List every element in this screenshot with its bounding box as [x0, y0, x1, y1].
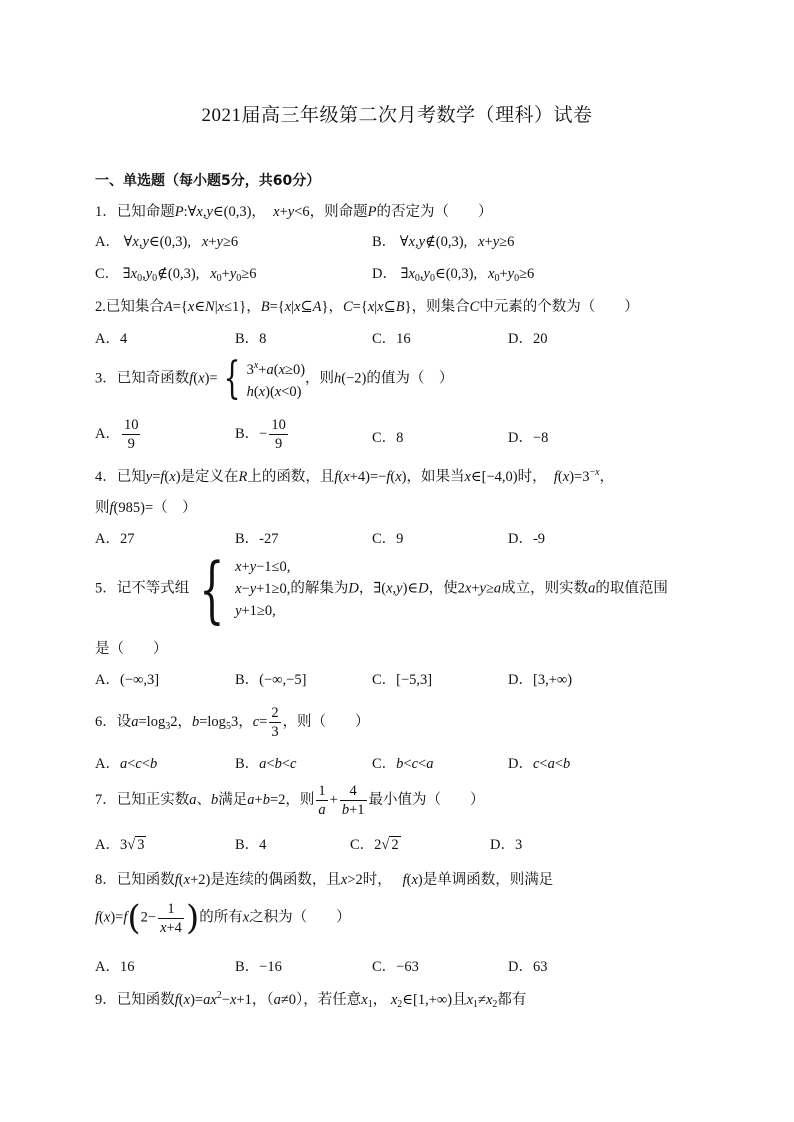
- q6-option-a: A．a<c<b: [95, 756, 158, 772]
- q5-option-a: A．(−∞,3]: [95, 672, 160, 688]
- q1-option-a: A． ∀x,y∈(0,3), x+y≥6: [95, 234, 239, 250]
- question-8: 8．已知函数f(x+2)是连续的偶函数，且x>2时， f(x)是单调函数，则满足: [95, 872, 554, 888]
- question-8-line2: f(x)=f(2− $\frac{1}{x+4}$ )的所有x之积为（ ）: [95, 898, 351, 938]
- q8-option-d: D．63: [508, 959, 548, 975]
- q3-option-c: C．8: [372, 430, 404, 446]
- q8-option-c: C．−63: [372, 959, 419, 975]
- q2-option-c: C．16: [372, 331, 411, 347]
- q6-option-d: D．c<a<b: [508, 756, 571, 772]
- q6-option-c: C．b<c<a: [372, 756, 434, 772]
- q4-option-d: D．-9: [508, 531, 546, 547]
- question-4: 4．已知y=f(x)是定义在R上的函数，且f(x+4)=−f(x)，如果当x∈[−4,0)时， $f(x)=3^{-x}$，: [95, 467, 615, 485]
- q4-option-b: B．-27: [235, 531, 279, 547]
- question-5: 5．记不等式组 { x+y−1≤0, x−y+1≥0, y+1≥0, 的解集为D，∃(x,y)∈D，使2x+y≥a成立，则实数a的取值范围: [95, 547, 668, 631]
- q1-option-c: C． $\exists x_0,y_0\notin(0,3)$, $x_0+y_0\ge 6$: [95, 266, 257, 284]
- q6-option-b: B．a<b<c: [235, 756, 297, 772]
- q7-option-d: D．3: [490, 837, 523, 853]
- q2-option-d: D．20: [508, 331, 548, 347]
- q8-option-a: A．16: [95, 959, 135, 975]
- question-5-line2: 是（ ）: [95, 641, 168, 657]
- q3-option-b: B．− $\frac{10}{9}$: [235, 417, 286, 452]
- q7-option-a: A．3√ 3: [95, 837, 145, 853]
- question-1: 1．已知命题P:∀x,y∈(0,3)， x+y<6，则命题P的否定为（ ）: [95, 204, 493, 220]
- q3-option-a: A． $\frac{10}{9}$: [95, 417, 139, 452]
- q1-option-d: D． $\exists x_0,y_0\in(0,3)$, $x_0+y_0\ge 6$: [372, 266, 535, 284]
- section-heading: 一、单选题（每小题5分，共60分）: [95, 173, 321, 189]
- q2-option-b: B．8: [235, 331, 267, 347]
- question-4-line2: 则f(985)=（ ）: [95, 500, 197, 516]
- question-2: 2.已知集合A={x∈N|x≤1}，B={x|x⊆A}，C={x|x⊆B}，则集合C中元素的个数为（ ）: [95, 299, 639, 315]
- q7-option-b: B．4: [235, 837, 267, 853]
- question-7: 7．已知正实数a、b满足a+b=2，则 $\frac{1}{a}$ + $\frac{4}{b+1}$ 最小值为（ ）: [95, 783, 485, 818]
- q5-option-b: B．(−∞,−5]: [235, 672, 307, 688]
- question-3: 3．已知奇函数f(x)= { $3^x+a(x\ge 0)$ h(x)(x<0) ，则h(−2)的值为（ ）: [95, 353, 454, 404]
- q4-option-c: C．9: [372, 531, 404, 547]
- q3-option-d: D．−8: [508, 430, 549, 446]
- q8-option-b: B．−16: [235, 959, 282, 975]
- q2-option-a: A．4: [95, 331, 128, 347]
- q7-option-c: C．2√ 2: [350, 837, 399, 853]
- question-6: 6．设$a=\log_32$，$b=\log_53$，c= $\frac{2}{3}$ ，则（ ）: [95, 705, 370, 740]
- exam-title: 2021届高三年级第二次月考数学（理科）试卷: [201, 105, 593, 126]
- q5-option-d: D．[3,+∞): [508, 672, 573, 688]
- q1-option-b: B． ∀x,y∉(0,3), x+y≥6: [372, 234, 515, 250]
- q4-option-a: A．27: [95, 531, 135, 547]
- question-9: 9．已知函数$f(x)=ax^2-x+1$，（a≠0），若任意$x_1$， $x_2\in[1,+\infty)$且$x_1\ne x_2$都有: [95, 990, 527, 1010]
- q5-option-c: C．[−5,3]: [372, 672, 433, 688]
